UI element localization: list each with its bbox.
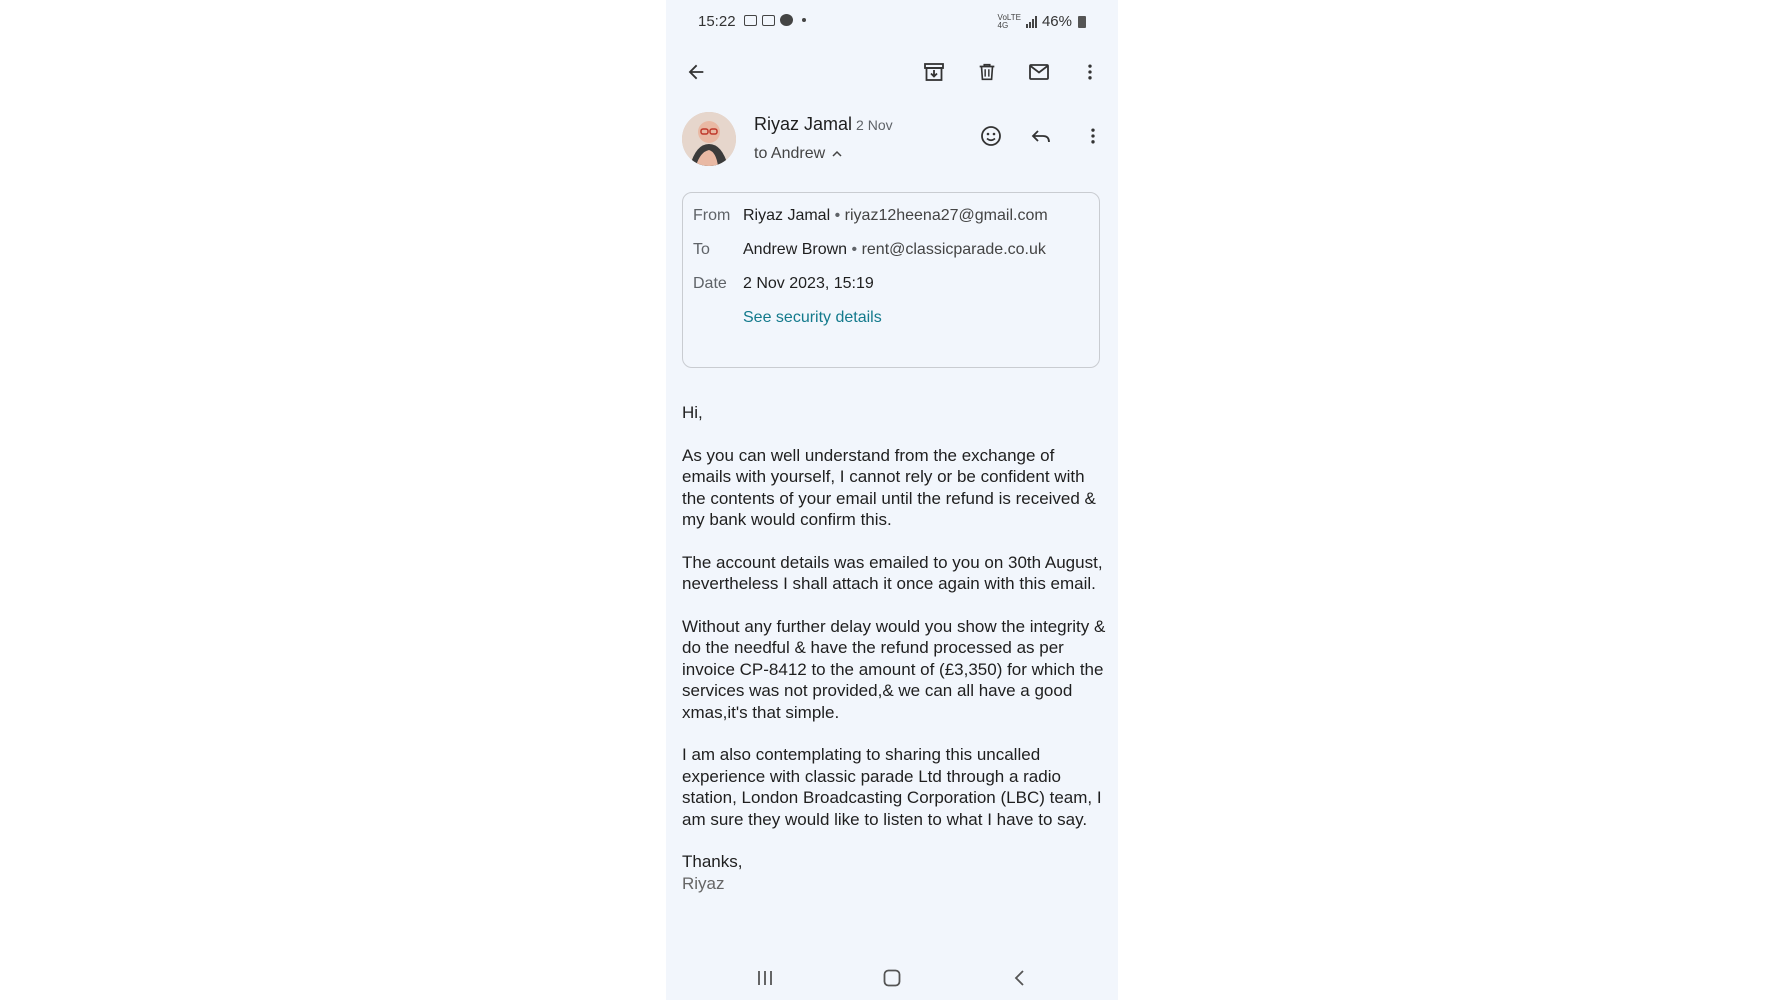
sender-name-text: Riyaz Jamal	[754, 114, 853, 134]
to-name: Andrew Brown	[743, 241, 848, 258]
message-body	[682, 402, 1107, 894]
body-paragraph: The account details was emailed to you on 30th August, nevertheless I shall attach it once again with this email.	[682, 552, 1103, 593]
message-more-icon[interactable]	[1079, 122, 1107, 150]
battery-percent: 46%	[1041, 13, 1072, 30]
body-paragraph: I am also contemplating to sharing this uncalled experience with classic parade Ltd through a radio station, London Broadcasting Corporation (LBC) team, I am sure they would like to listen to what I have to say.	[682, 745, 1102, 829]
to-email[interactable]: rent@classicparade.co.uk	[861, 241, 1046, 258]
message-details-box	[682, 192, 1100, 368]
archive-icon[interactable]	[920, 58, 948, 86]
sender-name	[754, 114, 893, 135]
battery-icon	[1078, 16, 1086, 28]
date-value: 2 Nov 2023, 15:19	[743, 275, 874, 292]
more-vert-icon[interactable]	[1076, 58, 1104, 86]
phone-screen	[666, 0, 1118, 1000]
from-row	[693, 207, 1048, 225]
recipient-summary-text: to Andrew	[754, 145, 826, 162]
back-arrow-icon[interactable]	[682, 58, 710, 86]
from-name: Riyaz Jamal	[743, 207, 831, 224]
message-date: 2 Nov	[856, 117, 893, 133]
body-signature: Riyaz	[682, 873, 725, 893]
date-row	[693, 275, 874, 293]
body-greeting: Hi,	[682, 403, 703, 422]
from-value	[743, 207, 1048, 225]
more-notifications-icon	[802, 18, 806, 22]
signal-icon	[1026, 16, 1037, 28]
security-details-link[interactable]: See security details	[743, 309, 882, 326]
message-header	[666, 108, 1118, 168]
status-bar	[666, 0, 1118, 44]
emoji-react-icon[interactable]	[977, 122, 1005, 150]
to-value	[743, 241, 1046, 259]
message-notification-icon	[780, 14, 793, 26]
date-label: Date	[693, 275, 727, 292]
from-label: From	[693, 207, 731, 224]
recipient-summary[interactable]	[754, 145, 843, 163]
separator-dot: •	[851, 241, 858, 258]
body-paragraph: Without any further delay would you show the integrity & do the needful & have the refund processed as per invoice CP-8412 to the amount of (£3,350) for which the services was not provided,& we can all have a good xmas,it's that simple.	[682, 616, 1106, 722]
body-paragraph: As you can well understand from the exchange of emails with yourself, I cannot rely or be confident with the contents of your email until the refund is received & my bank would confirm this.	[682, 445, 1096, 529]
status-time: 15:22	[698, 13, 736, 30]
mark-unread-icon[interactable]	[1025, 58, 1053, 86]
recent-apps-icon[interactable]	[753, 968, 777, 988]
delete-icon[interactable]	[973, 58, 1001, 86]
notification-icons	[744, 14, 806, 26]
from-email[interactable]: riyaz12heena27@gmail.com	[844, 207, 1048, 224]
avatar[interactable]	[682, 112, 736, 166]
chevron-up-icon	[831, 148, 843, 160]
to-row	[693, 241, 1046, 259]
toolbar	[666, 48, 1118, 96]
body-closing: Thanks,	[682, 852, 743, 871]
reply-icon[interactable]	[1027, 122, 1055, 150]
nav-back-icon[interactable]	[1007, 968, 1031, 988]
to-label: To	[693, 241, 710, 258]
gallery-notification-icon	[744, 15, 757, 26]
calendar-notification-icon	[762, 15, 775, 26]
status-right	[998, 13, 1086, 30]
system-nav-bar	[666, 956, 1118, 1000]
network-icon: VoLTE 4G	[997, 12, 1021, 30]
home-icon[interactable]	[880, 968, 904, 988]
separator-dot: •	[834, 207, 841, 224]
